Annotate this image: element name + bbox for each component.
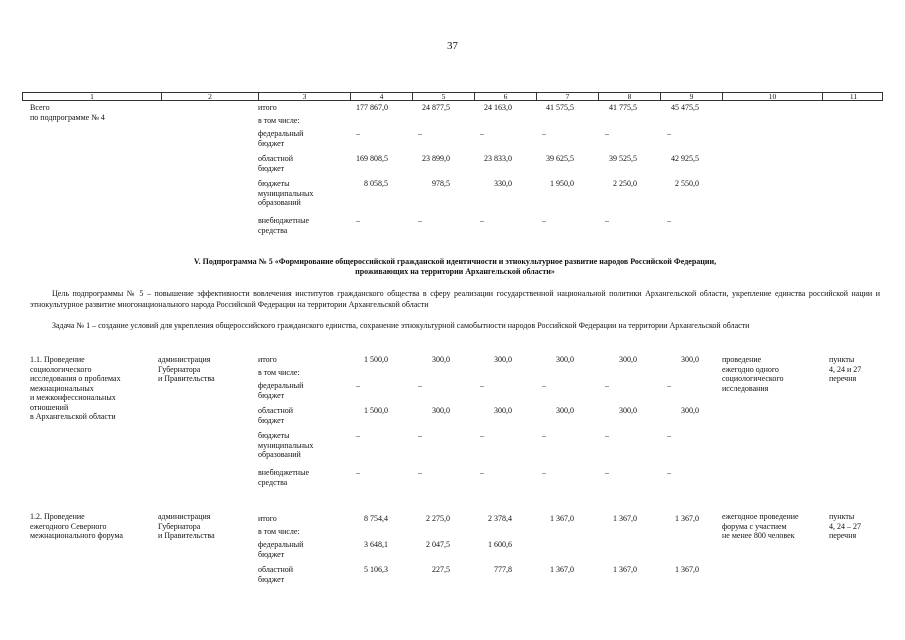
row-value: –: [356, 431, 360, 440]
row-value: –: [480, 468, 484, 477]
row-value: –: [542, 129, 546, 138]
row-label: в том числе:: [258, 116, 300, 125]
summary-name: Всего по подпрограмме № 4: [30, 103, 105, 122]
row-value: 8 754,4: [364, 514, 388, 523]
row-value: 23 899,0: [422, 154, 450, 163]
row-value: 1 500,0: [364, 406, 388, 415]
task-paragraph: Задача № 1 – создание условий для укрепления общероссийского гражданского единства, сохранение этнокультурной самобытности народов Российской Федерации на территории Архангельской области: [52, 321, 750, 330]
item-result: проведение ежегодно одного социологического исследования: [722, 355, 784, 393]
row-value: 1 367,0: [675, 514, 699, 523]
row-label: бюджеты муниципальных образований: [258, 179, 314, 207]
row-label: итого: [258, 355, 277, 364]
page-number: 37: [447, 40, 458, 52]
row-label: федеральный бюджет: [258, 129, 304, 148]
row-value: 300,0: [494, 406, 512, 415]
section-title: V. Подпрограмма № 5 «Формирование общероссийской гражданской идентичности и этнокультурное развитие народов Российской Федерации, проживающих на территории Архангельской области»: [193, 257, 717, 276]
row-value: 177 867,0: [356, 103, 388, 112]
column-header: 8: [598, 93, 660, 100]
row-value: 2 275,0: [426, 514, 450, 523]
row-value: 300,0: [432, 406, 450, 415]
row-label: бюджеты муниципальных образований: [258, 431, 314, 459]
row-value: 300,0: [432, 355, 450, 364]
row-value: 1 367,0: [613, 514, 637, 523]
row-label: федеральный бюджет: [258, 540, 304, 559]
row-value: 42 925,5: [671, 154, 699, 163]
row-value: 1 367,0: [675, 565, 699, 574]
row-value: 24 163,0: [484, 103, 512, 112]
column-header: 2: [161, 93, 258, 100]
row-value: –: [667, 381, 671, 390]
row-label: внебюджетные средства: [258, 216, 309, 235]
row-label: итого: [258, 514, 277, 523]
row-value: 1 600,6: [488, 540, 512, 549]
row-value: 300,0: [681, 355, 699, 364]
column-header: 3: [258, 93, 350, 100]
row-label: в том числе:: [258, 368, 300, 377]
column-header: 7: [536, 93, 598, 100]
item-result: ежегодное проведение форума с участием не менее 800 человек: [722, 512, 799, 540]
row-value: –: [605, 381, 609, 390]
row-value: –: [356, 468, 360, 477]
row-value: 300,0: [681, 406, 699, 415]
row-value: –: [605, 129, 609, 138]
row-value: –: [356, 381, 360, 390]
row-value: 3 648,1: [364, 540, 388, 549]
row-value: 8 058,5: [364, 179, 388, 188]
row-label: внебюджетные средства: [258, 468, 309, 487]
row-value: 300,0: [556, 355, 574, 364]
row-value: 39 525,5: [609, 154, 637, 163]
column-header: 6: [474, 93, 536, 100]
row-value: 5 106,3: [364, 565, 388, 574]
row-value: –: [542, 431, 546, 440]
row-value: 2 378,4: [488, 514, 512, 523]
row-value: 2 047,5: [426, 540, 450, 549]
row-value: 1 367,0: [550, 565, 574, 574]
row-value: 300,0: [619, 406, 637, 415]
row-value: 300,0: [494, 355, 512, 364]
row-value: 227,5: [432, 565, 450, 574]
row-value: –: [480, 431, 484, 440]
row-value: –: [605, 431, 609, 440]
column-header: 10: [722, 93, 822, 100]
row-value: 777,8: [494, 565, 512, 574]
row-value: 169 808,5: [356, 154, 388, 163]
row-value: –: [605, 468, 609, 477]
row-label: областной бюджет: [258, 406, 294, 425]
row-value: –: [667, 431, 671, 440]
row-value: 330,0: [494, 179, 512, 188]
row-value: 978,5: [432, 179, 450, 188]
column-header: 4: [350, 93, 412, 100]
column-header: 1: [90, 92, 94, 101]
item-name: 1.2. Проведение ежегодного Северного межнационального форума: [30, 512, 123, 540]
row-value: 39 625,5: [546, 154, 574, 163]
row-value: 41 575,5: [546, 103, 574, 112]
row-value: –: [667, 216, 671, 225]
row-value: 45 475,5: [671, 103, 699, 112]
row-label: областной бюджет: [258, 565, 294, 584]
row-value: –: [418, 431, 422, 440]
column-header: 9: [660, 93, 722, 100]
goal-paragraph: Цель подпрограммы № 5 – повышение эффективности вовлечения институтов гражданского общества в сферу реализации государственной национальной политики Архангельской области, укрепление единства российской нации и этнокультурное развитие многонационального народа Российской Федерации на территории Архангельской области: [30, 289, 880, 309]
row-value: –: [542, 468, 546, 477]
item-executor: администрация Губернатора и Правительства: [158, 355, 215, 383]
row-value: 23 833,0: [484, 154, 512, 163]
row-label: итого: [258, 103, 277, 112]
row-value: 24 877,5: [422, 103, 450, 112]
row-value: –: [542, 381, 546, 390]
row-value: 1 367,0: [613, 565, 637, 574]
column-header: 11: [822, 93, 884, 100]
item-name: 1.1. Проведение социологического исследования о проблемах межнациональных и межконфессиональных отношений в Архангельской области: [30, 355, 121, 421]
row-value: –: [418, 468, 422, 477]
row-value: –: [418, 381, 422, 390]
item-references: пункты 4, 24 и 27 перечня: [829, 355, 862, 383]
row-value: 2 250,0: [613, 179, 637, 188]
row-value: –: [418, 129, 422, 138]
row-value: 300,0: [556, 406, 574, 415]
row-value: 2 550,0: [675, 179, 699, 188]
row-value: –: [605, 216, 609, 225]
row-label: федеральный бюджет: [258, 381, 304, 400]
row-label: областной бюджет: [258, 154, 294, 173]
row-value: –: [480, 129, 484, 138]
row-value: 1 367,0: [550, 514, 574, 523]
row-value: –: [480, 216, 484, 225]
row-value: 300,0: [619, 355, 637, 364]
item-references: пункты 4, 24 – 27 перечня: [829, 512, 861, 540]
row-label: в том числе:: [258, 527, 300, 536]
table-header-row: [22, 92, 883, 101]
column-header: 5: [412, 93, 474, 100]
row-value: –: [418, 216, 422, 225]
row-value: –: [667, 468, 671, 477]
item-executor: администрация Губернатора и Правительства: [158, 512, 215, 540]
row-value: –: [356, 129, 360, 138]
row-value: 1 500,0: [364, 355, 388, 364]
row-value: 41 775,5: [609, 103, 637, 112]
row-value: –: [667, 129, 671, 138]
row-value: –: [356, 216, 360, 225]
row-value: –: [542, 216, 546, 225]
row-value: 1 950,0: [550, 179, 574, 188]
row-value: –: [480, 381, 484, 390]
